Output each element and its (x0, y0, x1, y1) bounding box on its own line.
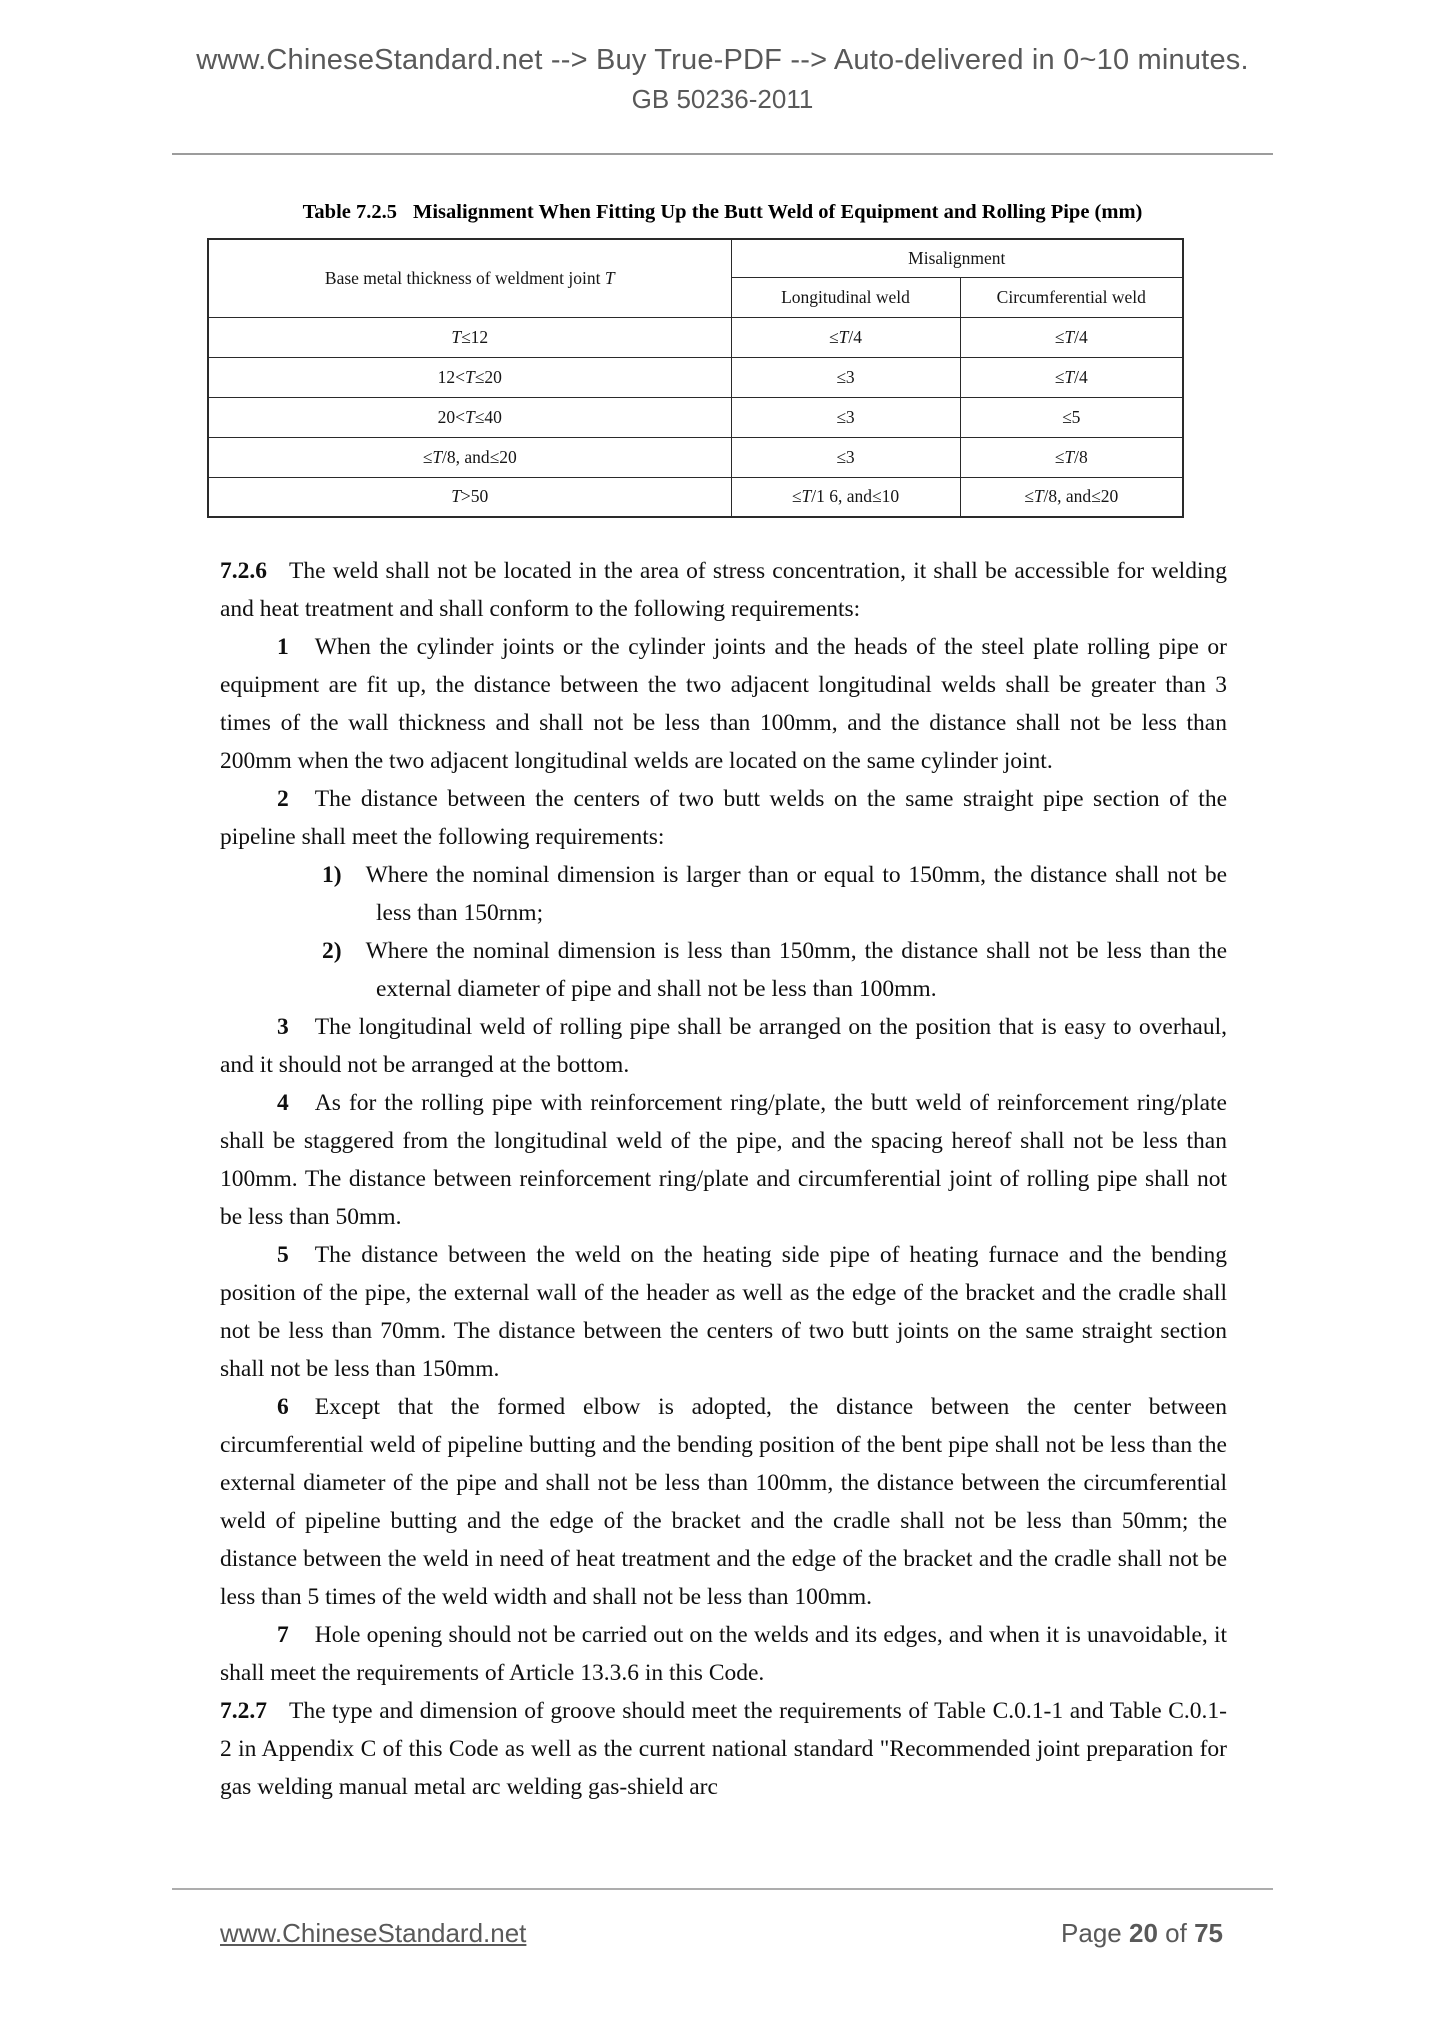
table-title-text: Misalignment When Fitting Up the Butt Weld of Equipment and Rolling Pipe (mm) (413, 201, 1143, 223)
misalignment-table (207, 238, 1184, 518)
item-number: 5 (277, 1242, 289, 1268)
cell-longitudinal: ≤3 (731, 397, 960, 437)
cell-thickness: ≤T/8, and≤20 (208, 437, 731, 477)
table-row (208, 317, 1183, 357)
cell-circumferential: ≤T/4 (960, 317, 1183, 357)
item-text: As for the rolling pipe with reinforcement ring/plate, the butt weld of reinforcement ring/plate shall be staggered from the longitudinal weld of the pipe, and the spacing hereof shall not be less than 100mm. The distance between reinforcement ring/plate and circumferential joint of rolling pipe shall not be less than 50mm. (220, 1090, 1227, 1230)
item-number: 2 (277, 786, 289, 812)
footer-page-indicator (1061, 1918, 1223, 1949)
cell-thickness: T≤12 (208, 317, 731, 357)
header-divider (172, 153, 1273, 155)
table-row (208, 397, 1183, 437)
header-promo-line: www.ChineseStandard.net --> Buy True-PDF --> Auto-delivered in 0~10 minutes. (196, 44, 1249, 76)
clause-number: 7.2.7 (220, 1698, 267, 1724)
table-header-longitudinal: Longitudinal weld (731, 277, 960, 317)
pdf-footer (220, 1918, 1223, 1949)
table-row (208, 437, 1183, 477)
clause-text: The weld shall not be located in the area of stress concentration, it shall be accessible for welding and heat treatment and shall conform to the following requirements: (220, 558, 1227, 622)
footer-page-total: 75 (1194, 1918, 1223, 1948)
cell-thickness: 20<T≤40 (208, 397, 731, 437)
cell-thickness: T>50 (208, 477, 731, 517)
table-title (0, 201, 1445, 224)
item-number: 3 (277, 1014, 289, 1040)
table-row (208, 477, 1183, 517)
item-text: The distance between the weld on the heating side pipe of heating furnace and the bending position of the pipe, the external wall of the header as well as the edge of the bracket and the cradle shall not be less than 70mm. The distance between the centers of two butt joints on the same straight section shall not be less than 150mm. (220, 1242, 1227, 1382)
item-number: 1 (277, 634, 289, 660)
paragraph-7-2-7 (220, 1692, 1227, 1806)
list-item-7 (220, 1616, 1227, 1692)
cell-circumferential: ≤T/4 (960, 357, 1183, 397)
subitem-text: Where the nominal dimension is less than 150mm, the distance shall not be less than the external diameter of pipe and shall not be less than 100mm. (365, 938, 1227, 1002)
cell-longitudinal: ≤3 (731, 357, 960, 397)
cell-longitudinal: ≤3 (731, 437, 960, 477)
header-standard-number: GB 50236-2011 (631, 84, 814, 114)
footer-page-of: of (1165, 1918, 1187, 1948)
list-item-5 (220, 1236, 1227, 1388)
paragraph-7-2-6 (220, 552, 1227, 628)
clause-number: 7.2.6 (220, 558, 267, 584)
list-item-2 (220, 780, 1227, 856)
clause-text: The type and dimension of groove should meet the requirements of Table C.0.1-1 and Table C.0.1-2 in Appendix C of this Code as well as the current national standard "Recommended joint preparation for gas welding manual metal arc welding gas-shield arc (220, 1698, 1227, 1800)
list-item-6 (220, 1388, 1227, 1616)
sublist-item-2 (322, 932, 1227, 1008)
item-text: The longitudinal weld of rolling pipe shall be arranged on the position that is easy to overhaul, and it should not be arranged at the bottom. (220, 1014, 1227, 1078)
cell-circumferential: ≤5 (960, 397, 1183, 437)
cell-longitudinal: ≤T/4 (731, 317, 960, 357)
item-text: Except that the formed elbow is adopted, the distance between the center between circumferential weld of pipeline butting and the bending position of the bent pipe shall not be less than the external diameter of the pipe and shall not be less than 100mm, the distance between the circumferential weld of pipeline butting and the edge of the bracket and the cradle shall not be less than 50mm; the distance between the weld in need of heat treatment and the edge of the bracket and the cradle shall not be less than 5 times of the weld width and shall not be less than 100mm. (220, 1394, 1227, 1610)
pdf-header (0, 44, 1445, 115)
subitem-number: 1) (322, 862, 342, 888)
document-body (220, 552, 1227, 1806)
item-text: Hole opening should not be carried out on the welds and its edges, and when it is unavoidable, it shall meet the requirements of Article 13.3.6 in this Code. (220, 1622, 1227, 1686)
subitem-text: Where the nominal dimension is larger than or equal to 150mm, the distance shall not be less than 150rnm; (365, 862, 1227, 926)
table-header-thickness: Base metal thickness of weldment joint T (208, 239, 731, 317)
footer-page-current: 20 (1129, 1918, 1158, 1948)
item-number: 6 (277, 1394, 289, 1420)
cell-longitudinal: ≤T/1 6, and≤10 (731, 477, 960, 517)
item-number: 7 (277, 1622, 289, 1648)
list-item-4 (220, 1084, 1227, 1236)
table-title-label: Table 7.2.5 (302, 201, 398, 223)
table-header-misalignment: Misalignment (731, 239, 1183, 277)
cell-thickness: 12<T≤20 (208, 357, 731, 397)
item-text: When the cylinder joints or the cylinder joints and the heads of the steel plate rolling pipe or equipment are fit up, the distance between the two adjacent longitudinal welds shall be greater than 3 times of the wall thickness and shall not be less than 100mm, and the distance shall not be less than 200mm when the two adjacent longitudinal welds are located on the same cylinder joint. (220, 634, 1227, 774)
list-item-1 (220, 628, 1227, 780)
cell-circumferential: ≤T/8, and≤20 (960, 477, 1183, 517)
footer-site-link[interactable]: www.ChineseStandard.net (220, 1918, 527, 1948)
subitem-number: 2) (322, 938, 342, 964)
table-row (208, 357, 1183, 397)
footer-divider (172, 1888, 1273, 1890)
footer-page-label: Page (1061, 1918, 1122, 1948)
list-item-3 (220, 1008, 1227, 1084)
cell-circumferential: ≤T/8 (960, 437, 1183, 477)
item-text: The distance between the centers of two butt welds on the same straight pipe section of the pipeline shall meet the following requirements: (220, 786, 1227, 850)
table-header-circumferential: Circumferential weld (960, 277, 1183, 317)
sublist-item-1 (322, 856, 1227, 932)
item-number: 4 (277, 1090, 289, 1116)
